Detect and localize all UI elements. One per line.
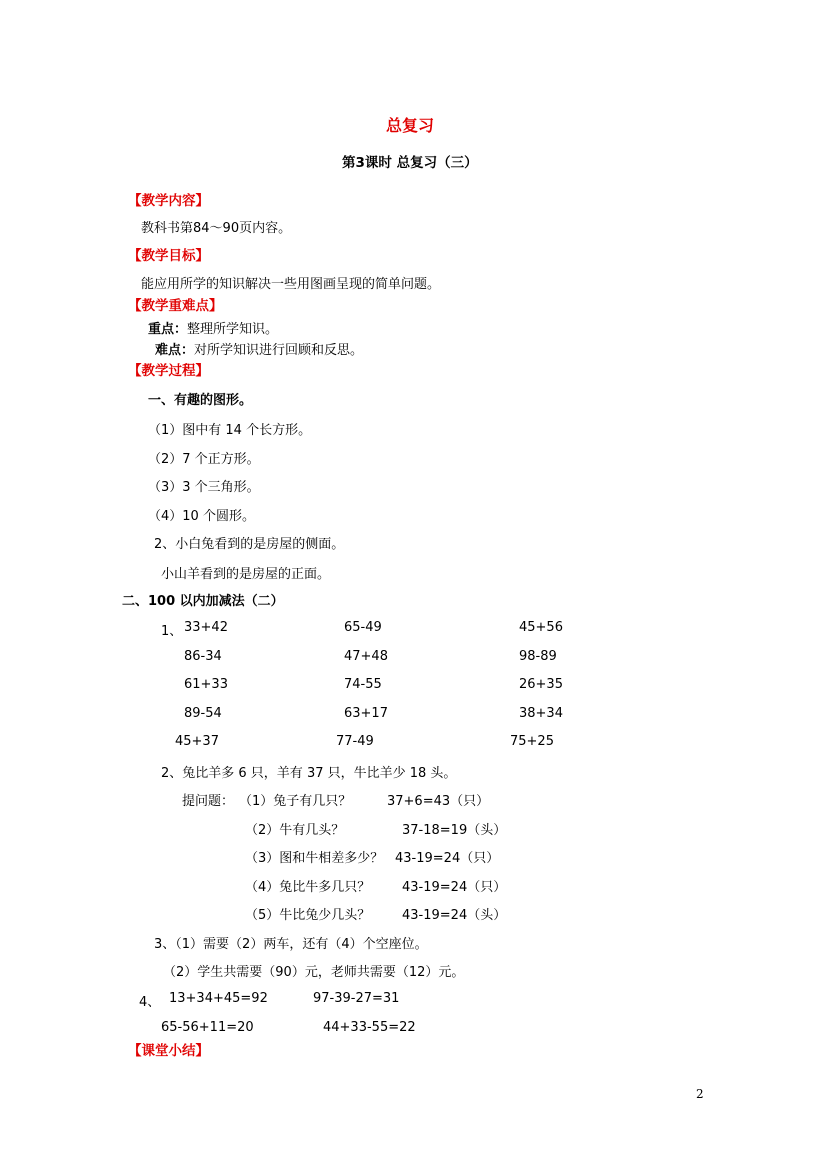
- answer-text: 43-19=24（只）: [402, 880, 507, 895]
- part1-q2a: 2、小白兔看到的是房屋的侧面。: [154, 537, 345, 552]
- answer-text: 37+6=43（只）: [387, 794, 490, 809]
- answer-text: 43-19=24（头）: [402, 908, 507, 923]
- grid-cell: 26+35: [519, 677, 563, 692]
- q4-label: 4、: [139, 995, 161, 1010]
- key-point: [148, 318, 278, 337]
- part2-q3b: （2）学生共需要（90）元，老师共需要（12）元。: [163, 965, 465, 980]
- section-process-heading: 【教学过程】: [128, 363, 209, 379]
- diff-text: 对所学知识进行回顾和反思。: [194, 343, 364, 358]
- ask-label: 提问题：: [182, 794, 235, 809]
- q4-expr: 97-39-27=31: [313, 991, 400, 1006]
- section-content-heading: 【教学内容】: [128, 193, 209, 209]
- key-label: 重点：: [148, 322, 188, 337]
- page-number: 2: [696, 1087, 704, 1101]
- doc-subtitle: 第3课时 总复习（三）: [342, 155, 478, 171]
- grid-cell: 75+25: [510, 734, 554, 749]
- answer-text: 37-18=19（头）: [402, 823, 507, 838]
- grid-cell: 77-49: [336, 734, 374, 749]
- grid-cell: 61+33: [184, 677, 228, 692]
- part1-item: （1）图中有 14 个长方形。: [148, 423, 312, 438]
- part2-q3a: 3、（1）需要（2）两车，还有（4）个空座位。: [154, 937, 428, 952]
- part2-q2: 2、兔比羊多 6 只，羊有 37 只，牛比羊少 18 头。: [161, 766, 457, 781]
- question-text: （1）兔子有几只？: [239, 794, 352, 809]
- grid-cell: 98-89: [519, 649, 557, 664]
- difficulty-point: [155, 339, 363, 358]
- part2-heading: 二、100 以内加减法（二）: [122, 594, 284, 609]
- question-text: （4）兔比牛多几只？: [245, 880, 371, 895]
- section-summary-heading: 【课堂小结】: [128, 1043, 209, 1059]
- section-goal-heading: 【教学目标】: [128, 248, 209, 264]
- doc-title: 总复习: [386, 116, 435, 135]
- part1-item: （4）10 个圆形。: [148, 509, 255, 524]
- section-goal-text: 能应用所学的知识解决一些用图画呈现的简单问题。: [141, 277, 441, 292]
- diff-label: 难点：: [155, 343, 195, 358]
- grid-row-label: 1、: [161, 624, 183, 639]
- key-text: 整理所学知识。: [187, 322, 279, 337]
- grid-cell: 33+42: [184, 620, 228, 635]
- question-text: （3）图和牛相差多少？: [245, 851, 384, 866]
- section-content-text: 教科书第84～90页内容。: [141, 221, 292, 236]
- question-text: （5）牛比兔少几头？: [245, 908, 371, 923]
- grid-cell: 45+56: [519, 620, 563, 635]
- question-text: （2）牛有几头？: [245, 823, 345, 838]
- part1-item: （3）3 个三角形。: [148, 480, 260, 495]
- part1-q2b: 小山羊看到的是房屋的正面。: [161, 567, 331, 582]
- q4-expr: 13+34+45=92: [169, 991, 268, 1006]
- section-key-heading: 【教学重难点】: [128, 298, 223, 314]
- answer-text: 43-19=24（只）: [395, 851, 500, 866]
- q4-expr: 65-56+11=20: [161, 1020, 254, 1035]
- grid-cell: 38+34: [519, 706, 563, 721]
- part1-heading: 一、有趣的图形。: [148, 393, 253, 408]
- part1-item: （2）7 个正方形。: [148, 452, 260, 467]
- grid-cell: 63+17: [344, 706, 388, 721]
- grid-cell: 74-55: [344, 677, 382, 692]
- grid-cell: 89-54: [184, 706, 222, 721]
- grid-cell: 86-34: [184, 649, 222, 664]
- grid-cell: 47+48: [344, 649, 388, 664]
- grid-cell: 65-49: [344, 620, 382, 635]
- grid-cell: 45+37: [175, 734, 219, 749]
- q4-expr: 44+33-55=22: [323, 1020, 416, 1035]
